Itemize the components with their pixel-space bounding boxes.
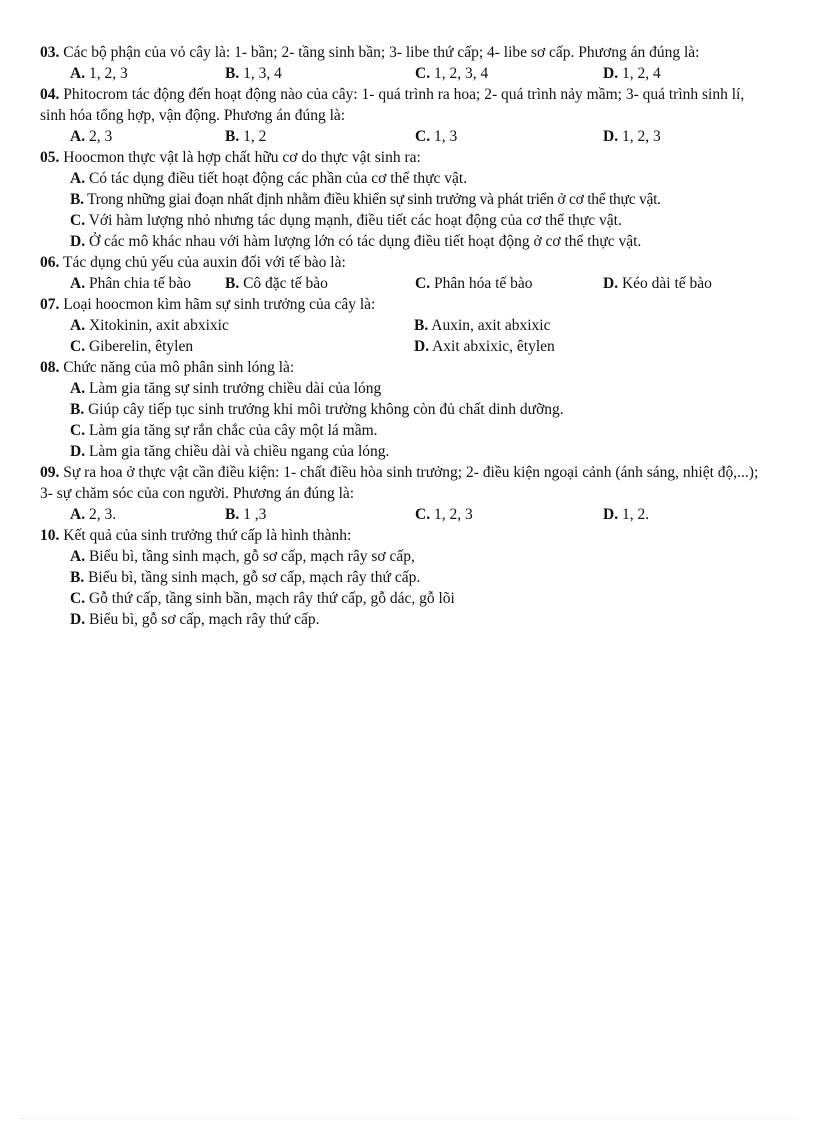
question-number: 06. (40, 254, 60, 271)
question-number: 10. (40, 527, 60, 544)
option-text: Giúp cây tiếp tục sinh trưởng khi môi trường không còn đủ chất dinh dưỡng. (88, 401, 564, 418)
option-c (415, 126, 603, 147)
option-text: Auxin, axit abxixic (431, 317, 551, 334)
question-stem (40, 252, 768, 273)
option-text: Ở các mô khác nhau với hàm lượng lớn có tác dụng điều tiết hoạt động ở cơ thể thực vật. (88, 233, 642, 250)
question-text: Hoocmon thực vật là hợp chất hữu cơ do thực vật sinh ra: (63, 149, 421, 166)
option-text: 1, 2 (243, 128, 267, 145)
option-text: Làm gia tăng chiều dài và chiều ngang của lóng. (88, 443, 390, 460)
option-text: 2, 3 (88, 128, 113, 145)
option-b (414, 315, 714, 336)
question-number: 07. (40, 296, 60, 313)
option-letter: B. (70, 191, 84, 208)
question-10 (40, 525, 768, 630)
option-letter: D. (70, 443, 86, 460)
option-d (40, 609, 768, 630)
option-text: 1 ,3 (243, 506, 267, 523)
question-text: Phitocrom tác động đến hoạt động nào của cây: 1- quá trình ra hoa; 2- quá trình nảy mầm; 3- quá trình sinh lí, sinh hóa tổng hợp, vận động. Phương án đúng là: (40, 86, 745, 124)
question-08 (40, 357, 768, 462)
option-letter: C. (70, 590, 86, 607)
answer-options (40, 273, 768, 294)
question-number: 04. (40, 86, 60, 103)
option-letter: D. (603, 506, 619, 523)
question-stem (40, 294, 768, 315)
answer-options (40, 378, 768, 462)
option-text: Biểu bì, gỗ sơ cấp, mạch rây thứ cấp. (88, 611, 320, 628)
question-text: Kết quả của sinh trưởng thứ cấp là hình thành: (63, 527, 352, 544)
option-d (40, 441, 768, 462)
option-letter: B. (225, 275, 240, 292)
question-text: Chức năng của mô phân sinh lóng là: (63, 359, 295, 376)
option-a (70, 504, 225, 525)
option-text: 1, 2, 3 (88, 65, 128, 82)
option-a (40, 546, 768, 567)
option-letter: D. (603, 275, 619, 292)
option-letter: D. (70, 611, 86, 628)
option-letter: C. (70, 212, 86, 229)
question-04 (40, 84, 768, 147)
answer-options (40, 168, 768, 252)
option-text: Phân chia tế bào (88, 275, 191, 292)
option-c (70, 336, 414, 357)
document-page (40, 42, 768, 630)
question-text: Sự ra hoa ở thực vật cần điều kiện: 1- chất điều hòa sinh trưởng; 2- điều kiện ngoại cảnh (ánh sáng, nhiệt độ,...); 3- sự chăm sóc của con người. Phương án đúng là: (40, 464, 759, 502)
option-letter: C. (415, 128, 431, 145)
option-text: 1, 2, 3 (621, 128, 661, 145)
answer-options (40, 126, 768, 147)
option-b (225, 273, 415, 294)
question-text: Loại hoocmon kìm hãm sự sinh trưởng của cây là: (63, 296, 376, 313)
option-b (40, 567, 768, 588)
option-b (225, 504, 415, 525)
option-letter: D. (70, 233, 86, 250)
option-c (415, 63, 603, 84)
option-text: Gỗ thứ cấp, tầng sinh bần, mạch rây thứ cấp, gỗ dác, gỗ lõi (88, 590, 455, 607)
option-d (603, 63, 763, 84)
option-text: 1, 2, 3, 4 (433, 65, 489, 82)
option-letter: B. (70, 569, 85, 586)
option-letter: D. (603, 128, 619, 145)
question-number: 09. (40, 464, 60, 481)
option-a (70, 315, 414, 336)
option-c (40, 588, 768, 609)
option-text: Phân hóa tế bào (433, 275, 533, 292)
option-a (70, 63, 225, 84)
question-stem (40, 525, 768, 546)
answer-options (40, 63, 768, 84)
option-text: 1, 3, 4 (243, 65, 282, 82)
option-text: 1, 3 (433, 128, 458, 145)
option-letter: D. (414, 338, 430, 355)
option-text: 1, 2, 4 (621, 65, 661, 82)
option-letter: B. (225, 128, 240, 145)
question-number: 05. (40, 149, 60, 166)
question-06 (40, 252, 768, 294)
option-text: Kéo dài tế bào (621, 275, 712, 292)
option-b (225, 63, 415, 84)
option-text: Trong những giai đoạn nhất định nhằm điều khiển sự sinh trưởng và phát triển ở cơ thể thực vật. (87, 191, 661, 208)
question-text: Các bộ phận của vỏ cây là: 1- bần; 2- tầng sinh bần; 3- libe thứ cấp; 4- libe sơ cấp. Phương án đúng là: (63, 44, 700, 61)
option-text: Biểu bì, tầng sinh mạch, gỗ sơ cấp, mạch rây thứ cấp. (88, 569, 421, 586)
option-c (40, 210, 768, 231)
option-d (603, 504, 763, 525)
question-stem (40, 42, 768, 63)
option-text: Với hàm lượng nhỏ nhưng tác dụng mạnh, điều tiết các hoạt động của cơ thể thực vật. (88, 212, 622, 229)
question-number: 03. (40, 44, 60, 61)
answer-options (40, 546, 768, 630)
option-a (70, 126, 225, 147)
option-letter: C. (415, 506, 431, 523)
answer-options (40, 504, 768, 525)
option-letter: A. (70, 170, 86, 187)
question-stem (40, 357, 768, 378)
question-stem (40, 84, 768, 126)
option-c (40, 420, 768, 441)
option-letter: A. (70, 65, 86, 82)
option-letter: C. (70, 338, 86, 355)
option-text: Xitokinin, axit abxixic (88, 317, 229, 334)
option-text: Giberelin, êtylen (88, 338, 194, 355)
option-text: Biểu bì, tầng sinh mạch, gỗ sơ cấp, mạch rây sơ cấp, (88, 548, 415, 565)
option-d (414, 336, 714, 357)
option-letter: A. (70, 275, 86, 292)
option-letter: C. (415, 275, 431, 292)
option-text: 2, 3. (88, 506, 117, 523)
option-letter: A. (70, 380, 86, 397)
option-letter: C. (70, 422, 86, 439)
option-a (40, 168, 768, 189)
question-07 (40, 294, 768, 357)
option-b (40, 399, 768, 420)
question-05 (40, 147, 768, 252)
option-text: Làm gia tăng sự sinh trưởng chiều dài của lóng (88, 380, 382, 397)
question-text: Tác dụng chủ yếu của auxin đối với tế bào là: (62, 254, 346, 271)
question-stem (40, 147, 768, 168)
option-letter: B. (414, 317, 429, 334)
option-letter: C. (415, 65, 431, 82)
option-text: Axit abxixic, êtylen (432, 338, 555, 355)
question-stem (40, 462, 768, 504)
option-b (225, 126, 415, 147)
option-letter: B. (70, 401, 85, 418)
option-a (70, 273, 225, 294)
option-text: 1, 2. (621, 506, 650, 523)
option-letter: A. (70, 128, 86, 145)
option-c (415, 504, 603, 525)
question-03 (40, 42, 768, 84)
answer-options (40, 315, 768, 357)
option-d (603, 273, 763, 294)
option-letter: B. (225, 65, 240, 82)
option-letter: A. (70, 506, 86, 523)
option-text: Có tác dụng điều tiết hoạt động các phần của cơ thể thực vật. (88, 170, 468, 187)
option-text: Làm gia tăng sự rắn chắc của cây một lá mầm. (88, 422, 378, 439)
option-d (40, 231, 768, 252)
option-c (415, 273, 603, 294)
option-letter: D. (603, 65, 619, 82)
option-text: 1, 2, 3 (433, 506, 473, 523)
option-letter: B. (225, 506, 240, 523)
question-number: 08. (40, 359, 60, 376)
option-letter: A. (70, 548, 86, 565)
question-09 (40, 462, 768, 525)
option-b (40, 189, 768, 210)
option-text: Cô đặc tế bào (243, 275, 328, 292)
option-d (603, 126, 763, 147)
option-letter: A. (70, 317, 86, 334)
option-a (40, 378, 768, 399)
page-bottom-divider (20, 1118, 796, 1119)
